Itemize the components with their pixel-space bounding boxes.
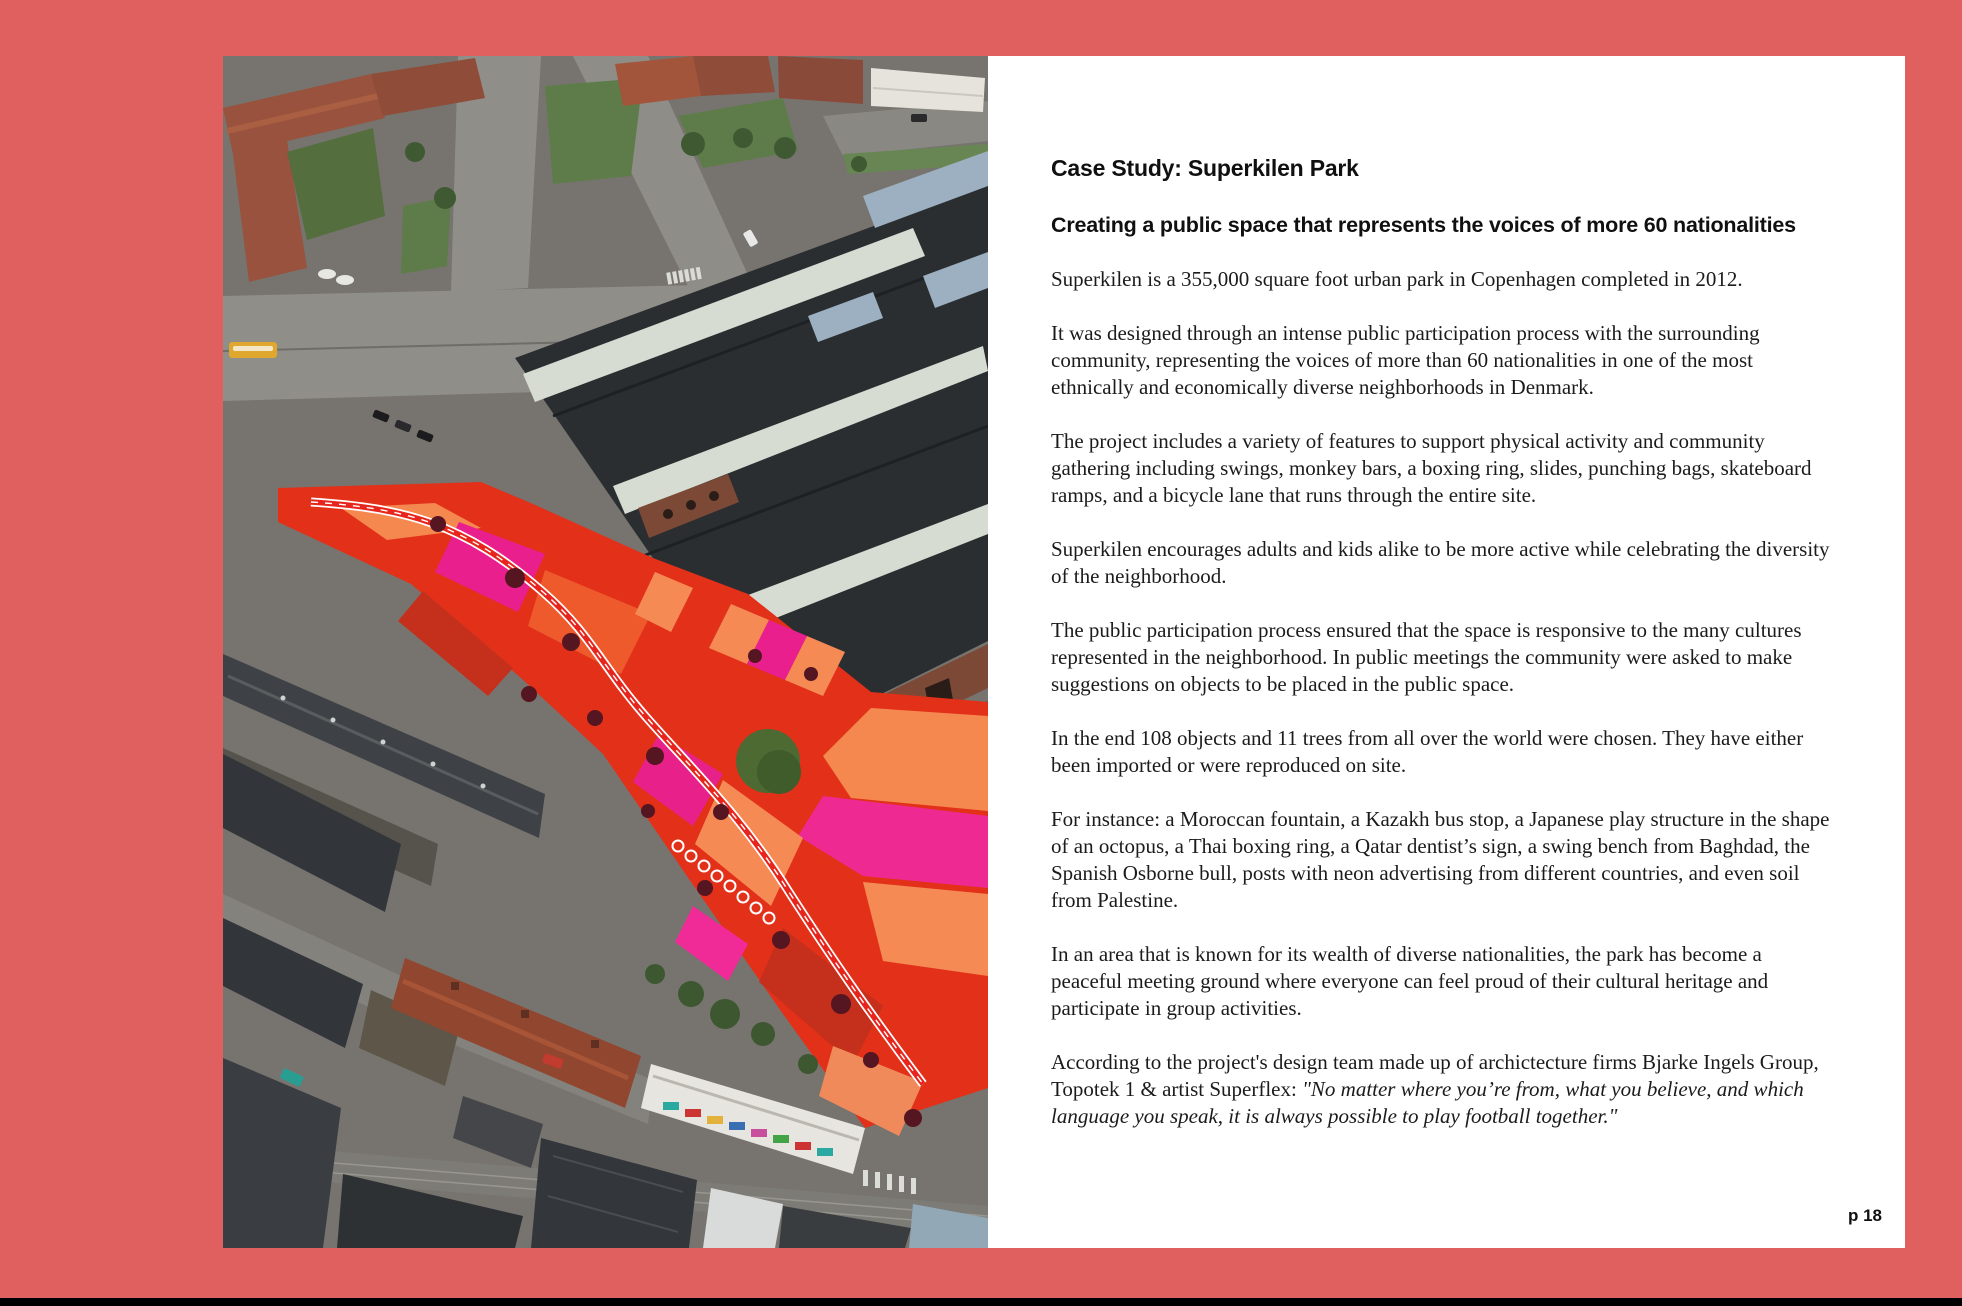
closing-lead: According to the project's design team made up of archictecture firms Bjarke Ingels Group, Topotek 1 & artist Superflex: (1051, 1050, 1819, 1101)
paragraph-4: Superkilen encourages adults and kids alike to be more active while celebrating the diversity of the neighborhood. (1051, 537, 1830, 588)
paragraph-5: The public participation process ensured that the space is responsive to the many cultures represented in the neighborhood. In public meetings the community were asked to make suggestions on objects to be placed in the public space. (1051, 618, 1802, 696)
aerial-photo-graphic (223, 56, 988, 1248)
document-page (223, 56, 1905, 1248)
paragraph-3: The project includes a variety of features to support physical activity and community gathering including swings, monkey bars, a boxing ring, slides, punching bags, skateboard ramps, and a bicycle lane that runs through the entire site. (1051, 429, 1812, 507)
bottom-bar (0, 1298, 1962, 1306)
article-subtitle: Creating a public space that represents the voices of more 60 nationalities (1051, 213, 1796, 237)
superkilen-aerial-photo (223, 56, 988, 1248)
page-number: p 18 (1847, 1206, 1882, 1225)
article-content (1051, 56, 1835, 1157)
article-title: Case Study: Superkilen Park (1051, 155, 1359, 181)
paragraph-2: It was designed through an intense public participation process with the surrounding community, representing the voices of more than 60 nationalities in one of the most ethnically and economically diverse neighborhoods in Denmark. (1051, 321, 1760, 399)
closing-quote: "No matter where you’re from, what you believe, and which language you speak, it is always possible to play football together." (1051, 1077, 1804, 1128)
closing-paragraph (1051, 1049, 1835, 1130)
paragraph-6: In the end 108 objects and 11 trees from all over the world were chosen. They have either been imported or were reproduced on site. (1051, 726, 1804, 777)
paragraph-8: In an area that is known for its wealth of diverse nationalities, the park has become a peaceful meeting ground where everyone can feel proud of their cultural heritage and participate in group activities. (1051, 942, 1769, 1020)
paragraph-1: Superkilen is a 355,000 square foot urban park in Copenhagen completed in 2012. (1051, 267, 1743, 291)
paragraph-7: For instance: a Moroccan fountain, a Kazakh bus stop, a Japanese play structure in the shape of an octopus, a Thai boxing ring, a Qatar dentist’s sign, a swing bench from Baghdad, the Spanish Osborne bull, posts with neon advertising from different countries, and even soil from Palestine. (1051, 807, 1830, 912)
